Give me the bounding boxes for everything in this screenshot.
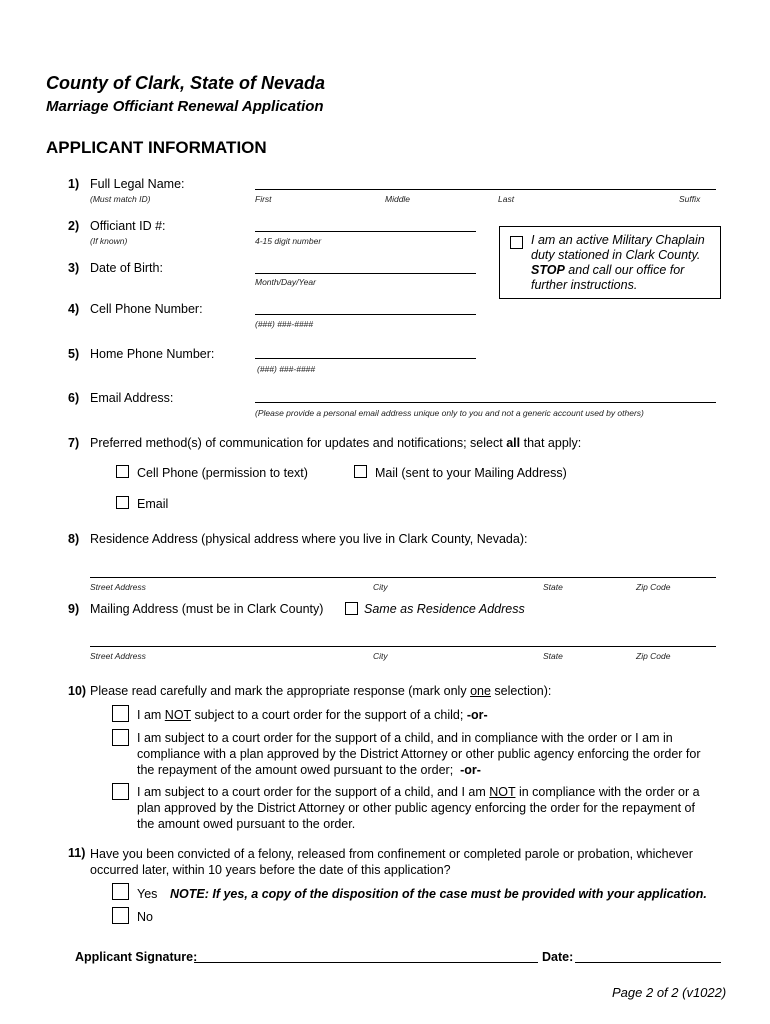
felony-note: NOTE: If yes, a copy of the disposition of the case must be provided with your application.	[170, 887, 707, 901]
form-title: Marriage Officiant Renewal Application	[46, 98, 324, 115]
email-input[interactable]	[255, 402, 716, 403]
q7-label: Preferred method(s) of communication for updates and notifications; select all that apply:	[90, 436, 582, 450]
q9-hint-street: Street Address	[90, 651, 146, 661]
signature-label: Applicant Signature:	[75, 950, 198, 964]
q9-label: Mailing Address (must be in Clark County)	[90, 602, 324, 616]
q2-label: Officiant ID #:	[90, 219, 166, 233]
q1-label: Full Legal Name:	[90, 177, 185, 191]
felony-no-label: No	[137, 910, 153, 924]
q10-opt3-text: I am subject to a court order for the support of a child, and I am NOT in compliance with the order or a plan approved by the District Attorney or other public agency enforcing the order for the repayment of the amount owed pursuant to the order.	[137, 785, 700, 831]
hint-last: Last	[498, 194, 515, 204]
q3-number: 3)	[68, 261, 80, 275]
officiant-id-input[interactable]	[255, 231, 476, 232]
chaplain-checkbox[interactable]	[510, 236, 523, 249]
pref-mail-label: Mail (sent to your Mailing Address)	[375, 466, 567, 480]
section-title: APPLICANT INFORMATION	[46, 138, 267, 157]
q10-number: 10)	[68, 684, 87, 698]
q9-hint-city: City	[373, 651, 388, 661]
pref-cell-checkbox[interactable]	[116, 465, 129, 478]
q6-number: 6)	[68, 391, 80, 405]
hint-middle: Middle	[385, 194, 411, 204]
pref-email-checkbox[interactable]	[116, 496, 129, 509]
q10-opt1-checkbox[interactable]	[112, 705, 129, 722]
residence-address-input[interactable]	[90, 577, 716, 578]
date-input[interactable]	[575, 962, 721, 963]
pref-cell-label: Cell Phone (permission to text)	[137, 466, 308, 480]
q10-opt2-checkbox[interactable]	[112, 729, 129, 746]
q1-sub: (Must match ID)	[90, 194, 151, 204]
felony-yes-checkbox[interactable]	[112, 883, 129, 900]
q10-opt1-text: I am NOT subject to a court order for the support of a child; -or-	[137, 708, 488, 722]
hint-first: First	[255, 194, 272, 204]
q1-number: 1)	[68, 177, 80, 191]
q6-hint: (Please provide a personal email address unique only to you and not a generic account used by others)	[255, 408, 644, 418]
q8-hint-street: Street Address	[90, 582, 146, 592]
same-as-residence-checkbox[interactable]	[345, 602, 358, 615]
hint-suffix: Suffix	[679, 194, 701, 204]
county-title: County of Clark, State of Nevada	[46, 73, 326, 93]
cell-phone-input[interactable]	[255, 314, 476, 315]
same-as-residence-label: Same as Residence Address	[364, 602, 525, 616]
q9-hint-state: State	[543, 651, 563, 661]
q9-hint-zip: Zip Code	[636, 651, 671, 661]
q8-hint-zip: Zip Code	[636, 582, 671, 592]
chaplain-text: I am an active Military Chaplain duty stationed in Clark County. STOP and call our office for further instructions.	[531, 233, 705, 292]
q10-label: Please read carefully and mark the appropriate response (mark only one selection):	[90, 684, 552, 698]
page-number: Page 2 of 2 (v1022)	[612, 985, 727, 1000]
mailing-address-input[interactable]	[90, 646, 716, 647]
q7-number: 7)	[68, 436, 80, 450]
pref-email-label: Email	[137, 497, 169, 511]
q4-number: 4)	[68, 302, 80, 316]
q4-label: Cell Phone Number:	[90, 302, 203, 316]
dob-input[interactable]	[255, 273, 476, 274]
felony-yes-label: Yes	[137, 887, 158, 901]
date-label: Date:	[542, 950, 574, 964]
q11-label: Have you been convicted of a felony, released from confinement or completed parole or probation, whichever occurred later, within 10 years before the date of this application?	[90, 847, 693, 877]
q11-number: 11)	[68, 846, 86, 860]
q3-label: Date of Birth:	[90, 261, 163, 275]
signature-input[interactable]	[194, 962, 538, 963]
q4-hint: (###) ###-####	[255, 319, 314, 329]
felony-no-checkbox[interactable]	[112, 907, 129, 924]
q8-hint-state: State	[543, 582, 563, 592]
q10-opt2-text: I am subject to a court order for the support of a child, and in compliance with the order or I am in compliance with a plan approved by the District Attorney or other public agency enforcing the order for the repayment of the amount owed pursuant to the order; -or-	[137, 731, 701, 777]
q6-label: Email Address:	[90, 391, 174, 405]
q8-number: 8)	[68, 532, 80, 546]
full-name-input[interactable]	[255, 189, 716, 190]
q3-hint: Month/Day/Year	[255, 277, 316, 287]
q2-hint: 4-15 digit number	[255, 236, 322, 246]
q5-hint: (###) ###-####	[257, 364, 316, 374]
q5-label: Home Phone Number:	[90, 347, 215, 361]
q10-opt3-checkbox[interactable]	[112, 783, 129, 800]
q5-number: 5)	[68, 347, 80, 361]
home-phone-input[interactable]	[255, 358, 476, 359]
q8-label: Residence Address (physical address where you live in Clark County, Nevada):	[90, 532, 528, 546]
q2-sub: (If known)	[90, 236, 128, 246]
pref-mail-checkbox[interactable]	[354, 465, 367, 478]
q2-number: 2)	[68, 219, 80, 233]
q8-hint-city: City	[373, 582, 388, 592]
q9-number: 9)	[68, 602, 80, 616]
